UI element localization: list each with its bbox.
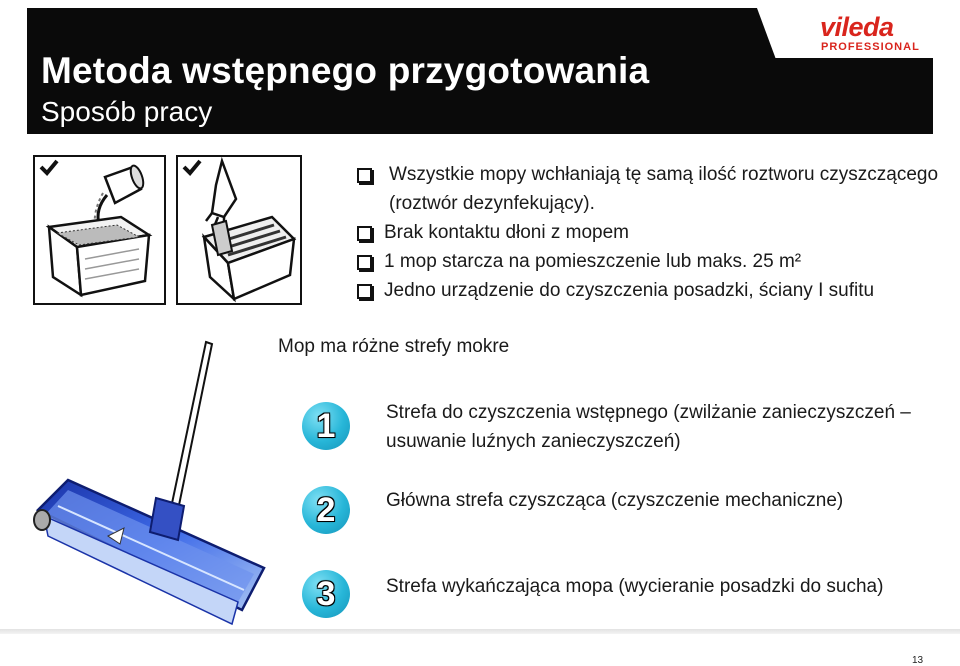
bullet-item: Brak kontaktu dłoni z mopem xyxy=(352,218,942,247)
slide-subtitle: Sposób pracy xyxy=(41,96,213,127)
logo-brand: vileda xyxy=(820,12,894,42)
zone-description: Strefa do czyszczenia wstępnego (zwilżanie zanieczyszczeń – usuwanie luźnych zanieczyszczeń) xyxy=(386,402,911,452)
zone-description: Strefa wykańczająca mopa (wycieranie posadzki do sucha) xyxy=(386,576,884,597)
mop-illustration xyxy=(28,340,278,630)
bullet-item: Wszystkie mopy wchłaniają tę samą ilość roztworu czyszczącego (roztwór dezynfekujący). xyxy=(352,160,942,218)
zones-heading: Mop ma różne strefy mokre xyxy=(278,336,510,357)
mop-joint xyxy=(150,498,184,540)
slide-title: Metoda wstępnego przygotowania xyxy=(41,50,650,91)
vileda-logo xyxy=(820,14,924,56)
checkbox-bullet-icon xyxy=(357,226,372,241)
bullet-item: Jedno urządzenie do czyszczenia posadzki, ściany I sufitu xyxy=(352,276,942,305)
mop-head xyxy=(38,480,264,624)
zone-number-badge: 1 xyxy=(302,402,350,450)
checkbox-bullet-icon xyxy=(357,168,372,183)
logo-tagline: PROFESSIONAL xyxy=(821,41,920,53)
footer-divider xyxy=(0,629,960,634)
box-icon xyxy=(49,217,149,295)
bullet-item: 1 mop starcza na pomieszczenie lub maks. 25 m² xyxy=(352,247,942,276)
zone-description: Główna strefa czyszcząca (czyszczenie mechaniczne) xyxy=(386,490,844,511)
checkbox-bullet-icon xyxy=(357,255,372,270)
mop-hinge-icon xyxy=(34,510,50,530)
zone-number-badge: 3 xyxy=(302,570,350,618)
mop-handle xyxy=(171,342,212,510)
page-number: 13 xyxy=(912,655,924,666)
zone-number-badge: 2 xyxy=(302,486,350,534)
checkbox-bullet-icon xyxy=(357,284,372,299)
pouring-solution-illustration xyxy=(33,155,166,305)
glove-mop-illustration xyxy=(176,155,302,305)
bullet-list xyxy=(352,160,942,305)
